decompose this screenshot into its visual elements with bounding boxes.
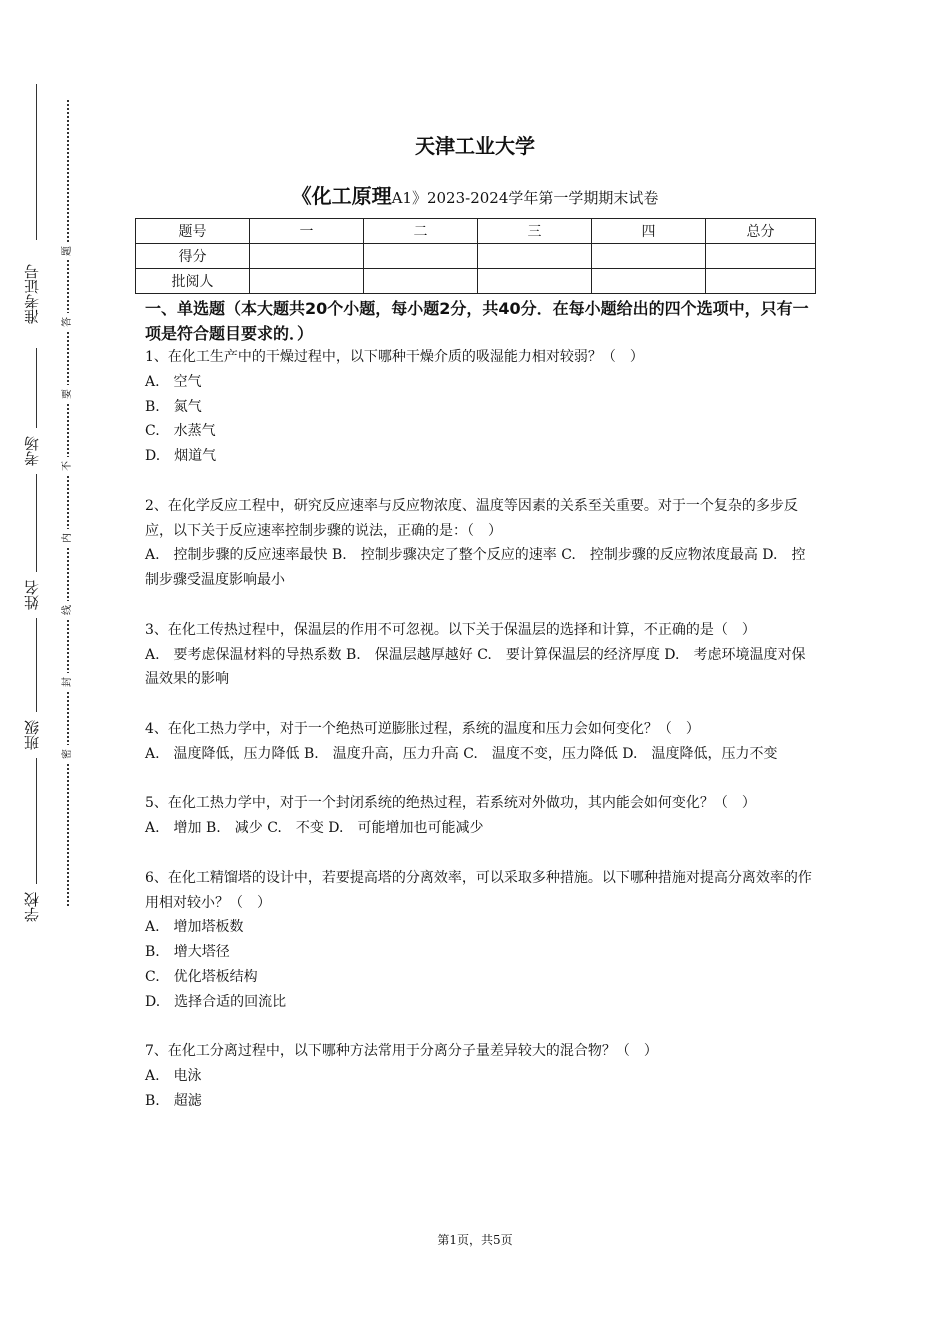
course-name: 《化工原理	[291, 184, 392, 208]
score-header-cell: 四	[592, 219, 706, 244]
question-option: C. 优化塔板结构	[145, 968, 258, 985]
university-title: 天津工业大学	[415, 134, 535, 158]
question-option: A. 增加塔板数	[145, 919, 244, 936]
score-cell	[250, 244, 364, 269]
score-header-cell: 二	[364, 219, 478, 244]
question-2	[145, 494, 817, 593]
question-list	[145, 345, 817, 1139]
question-option: D. 烟道气	[145, 448, 217, 465]
question-stem: 7、在化工分离过程中，以下哪种方法常用于分离分子量差异较大的混合物？（ ）	[145, 1043, 658, 1060]
question-options: A. 控制步骤的反应速率最快 B. 控制步骤决定了整个反应的速率 C. 控制步骤的反应物浓度最高 D. 控制步骤受温度影响最小	[145, 547, 806, 589]
score-header-cell: 三	[478, 219, 592, 244]
score-table-row-score	[136, 244, 816, 269]
question-stem: 5、在化工热力学中，对于一个封闭系统的绝热过程，若系统对外做功，其内能会如何变化？（ ）	[145, 795, 756, 812]
question-stem: 1、在化工生产中的干燥过程中，以下哪种干燥介质的吸湿能力相对较弱？（ ）	[145, 349, 644, 365]
question-1	[145, 345, 817, 469]
binding-line	[36, 84, 37, 926]
seal-word: 答	[62, 313, 74, 331]
question-stem: 4、在化工热力学中，对于一个绝热可逆膨胀过程，系统的温度和压力会如何变化？（ ）	[145, 720, 700, 737]
binding-label-exam-room: 考场	[14, 428, 50, 474]
score-cell	[478, 269, 592, 294]
binding-label-name: 姓名	[14, 572, 50, 618]
seal-dotted-line	[67, 100, 69, 906]
question-option: A. 空气	[145, 373, 202, 390]
binding-label-school: 学校	[14, 884, 50, 930]
question-stem: 3、在化工传热过程中，保温层的作用不可忽视。以下关于保温层的选择和计算，不正确的是（ ）	[145, 621, 756, 638]
score-cell	[478, 244, 592, 269]
score-cell	[250, 269, 364, 294]
question-option: A. 电泳	[145, 1068, 202, 1085]
score-cell	[706, 244, 816, 269]
binding-label-class: 班级	[14, 712, 50, 758]
question-option: B. 增大塔径	[145, 944, 230, 961]
binding-label-exam-number: 准考证号	[14, 240, 50, 348]
score-cell	[364, 269, 478, 294]
question-options: A. 增加 B. 减少 C. 不变 D. 可能增加也可能减少	[145, 820, 484, 837]
score-row-label: 得分	[136, 244, 250, 269]
score-row-label: 批阅人	[136, 269, 250, 294]
question-option: B. 超滤	[145, 1092, 202, 1109]
seal-word: 不	[62, 457, 74, 475]
question-7	[145, 1039, 817, 1113]
page-footer: 第1页，共5页	[437, 1233, 513, 1247]
question-5	[145, 791, 817, 841]
score-table	[135, 218, 816, 294]
question-option: B. 氮气	[145, 398, 202, 415]
question-4	[145, 717, 817, 767]
seal-word: 线	[62, 601, 74, 619]
question-6	[145, 866, 817, 1015]
section-heading: 一、单选题（本大题共20个小题，每小题2分，共40分．在每小题给出的四个选项中，只有一项是符合题目要求的．）	[145, 299, 809, 343]
score-header-cell: 总分	[706, 219, 816, 244]
question-3	[145, 618, 817, 692]
score-header-cell: 一	[250, 219, 364, 244]
exam-subtitle	[0, 180, 950, 209]
question-options: A. 温度降低，压力降低 B. 温度升高，压力升高 C. 温度不变，压力降低 D. 温度降低，压力不变	[145, 745, 778, 762]
score-table-row-grader	[136, 269, 816, 294]
score-cell	[364, 244, 478, 269]
seal-word: 题	[62, 242, 74, 260]
seal-word: 要	[62, 385, 74, 403]
question-option: C. 水蒸气	[145, 423, 216, 440]
score-cell	[706, 269, 816, 294]
question-options: A. 要考虑保温材料的导热系数 B. 保温层越厚越好 C. 要计算保温层的经济厚度 D. 考虑环境温度对保温效果的影响	[145, 646, 806, 688]
seal-word: 密	[62, 745, 74, 763]
score-cell	[592, 244, 706, 269]
seal-word: 内	[62, 529, 74, 547]
question-option: D. 选择合适的回流比	[145, 993, 287, 1010]
score-cell	[592, 269, 706, 294]
score-header-cell: 题号	[136, 219, 250, 244]
question-stem: 6、在化工精馏塔的设计中，若要提高塔的分离效率，可以采取多种措施。以下哪种措施对提高分离效率的作用相对较小？（ ）	[145, 869, 812, 911]
question-stem: 2、在化学反应工程中，研究反应速率与反应物浓度、温度等因素的关系至关重要。对于一个复杂的多步反应，以下关于反应速率控制步骤的说法，正确的是：（ ）	[145, 497, 798, 539]
exam-info: A1》2023-2024学年第一学期期末试卷	[391, 189, 659, 207]
score-table-header-row	[136, 219, 816, 244]
seal-word: 封	[62, 673, 74, 691]
